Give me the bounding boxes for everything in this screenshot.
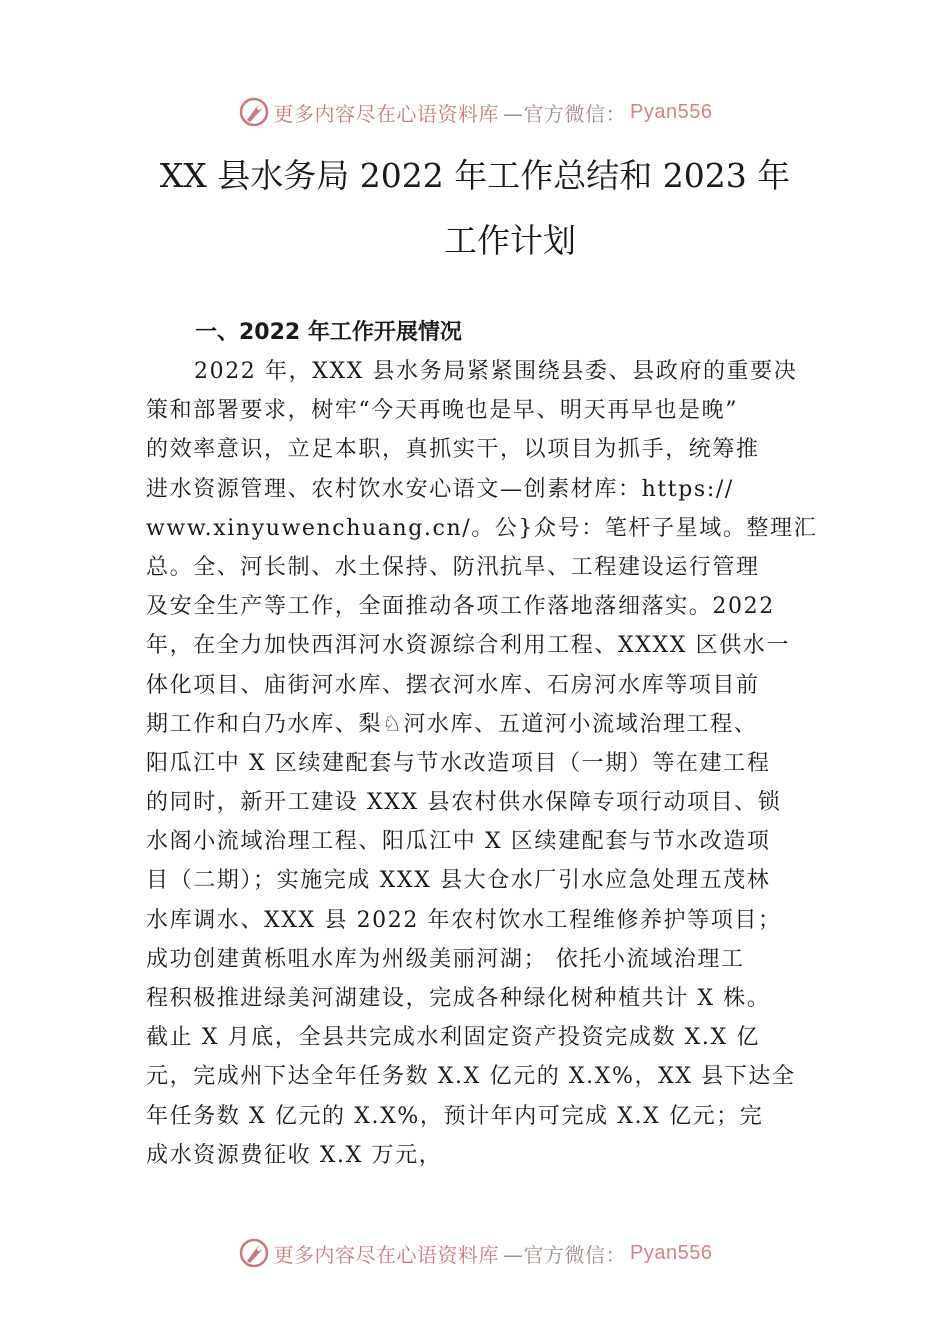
paragraph-line: 水阁小流域治理工程、阳瓜江中 X 区续建配套与节水改造项 <box>146 829 771 855</box>
paragraph-line: 阳瓜江中 X 区续建配套与节水改造项目（一期）等在建工程 <box>146 750 771 776</box>
paragraph-line: 2022 年，XXX 县水务局紧紧围绕县委、县政府的重要决 <box>194 359 798 384</box>
pen-nib-logo-icon <box>238 96 270 128</box>
section-heading: 一、2022 年工作开展情况 <box>195 320 462 345</box>
paragraph-line: 成功创建黄栎咀水库为州级美丽河湖； 依托小流域治理工 <box>146 946 745 972</box>
watermark-wechat-id: Pyan556 <box>630 1241 713 1264</box>
header-watermark <box>0 96 950 128</box>
watermark-main-text: 更多内容尽在心语资料库 <box>273 101 500 126</box>
paragraph-line: 期工作和白乃水库、梨♘河水库、五道河小流域治理工程、 <box>146 711 758 737</box>
watermark-main-text: 更多内容尽在心语资料库 <box>273 1242 500 1267</box>
paragraph-line: 年任务数 X 亿元的 X.X%，预计年内可完成 X.X 亿元；完 <box>146 1103 764 1129</box>
paragraph-line: 年，在全力加快西洱河水资源综合利用工程、XXXX 区供水一 <box>146 633 791 659</box>
paragraph-line: 水库调水、XXX 县 2022 年农村饮水工程维修养护等项目； <box>146 907 782 933</box>
paragraph-line: 进水资源管理、农村饮水安心语文—创素材库：https:// <box>146 476 734 502</box>
paragraph-line: 目（二期）；实施完成 XXX 县大仓水厂引水应急处理五茂林 <box>146 868 771 894</box>
document-title-line-2: 工作计划 <box>444 221 576 260</box>
body-paragraph <box>146 352 818 1175</box>
paragraph-line: 总。全、河长制、水土保持、防汛抗旱、工程建设运行管理 <box>146 554 760 580</box>
paragraph-line: 体化项目、庙街河水库、摆衣河水库、石房河水库等项目前 <box>146 672 760 698</box>
pen-nib-logo-icon <box>238 1237 270 1269</box>
paragraph-line: 的同时，新开工建设 XXX 县农村供水保障专项行动项目、锁 <box>146 790 782 816</box>
document-title-line-1: XX 县水务局 2022 年工作总结和 2023 年 <box>159 156 791 195</box>
paragraph-line: 策和部署要求，树牢“今天再晚也是早、明天再早也是晚” <box>146 398 739 424</box>
paragraph-line: www.xinyuwenchuang.cn/。公}众号：笔杆子星域。整理汇 <box>146 515 818 541</box>
paragraph-line: 元，完成州下达全年任务数 X.X 亿元的 X.X%，XX 县下达全 <box>146 1064 796 1090</box>
watermark-wechat-label: —官方微信： <box>503 1242 627 1267</box>
paragraph-line: 截止 X 月底，全县共完成水利固定资产投资完成数 X.X 亿 <box>146 1025 760 1051</box>
paragraph-line: 的效率意识，立足本职，真抓实干，以项目为抓手，统筹推 <box>146 437 760 463</box>
paragraph-line: 及安全生产等工作，全面推动各项工作落地落细落实。2022 <box>146 594 775 620</box>
paragraph-line: 程积极推进绿美河湖建设，完成各种绿化树种植共计 X 株。 <box>146 986 771 1011</box>
footer-watermark <box>0 1237 950 1269</box>
watermark-wechat-id: Pyan556 <box>630 100 713 123</box>
paragraph-line: 成水资源费征收 X.X 万元， <box>146 1142 443 1168</box>
watermark-wechat-label: —官方微信： <box>503 101 627 126</box>
